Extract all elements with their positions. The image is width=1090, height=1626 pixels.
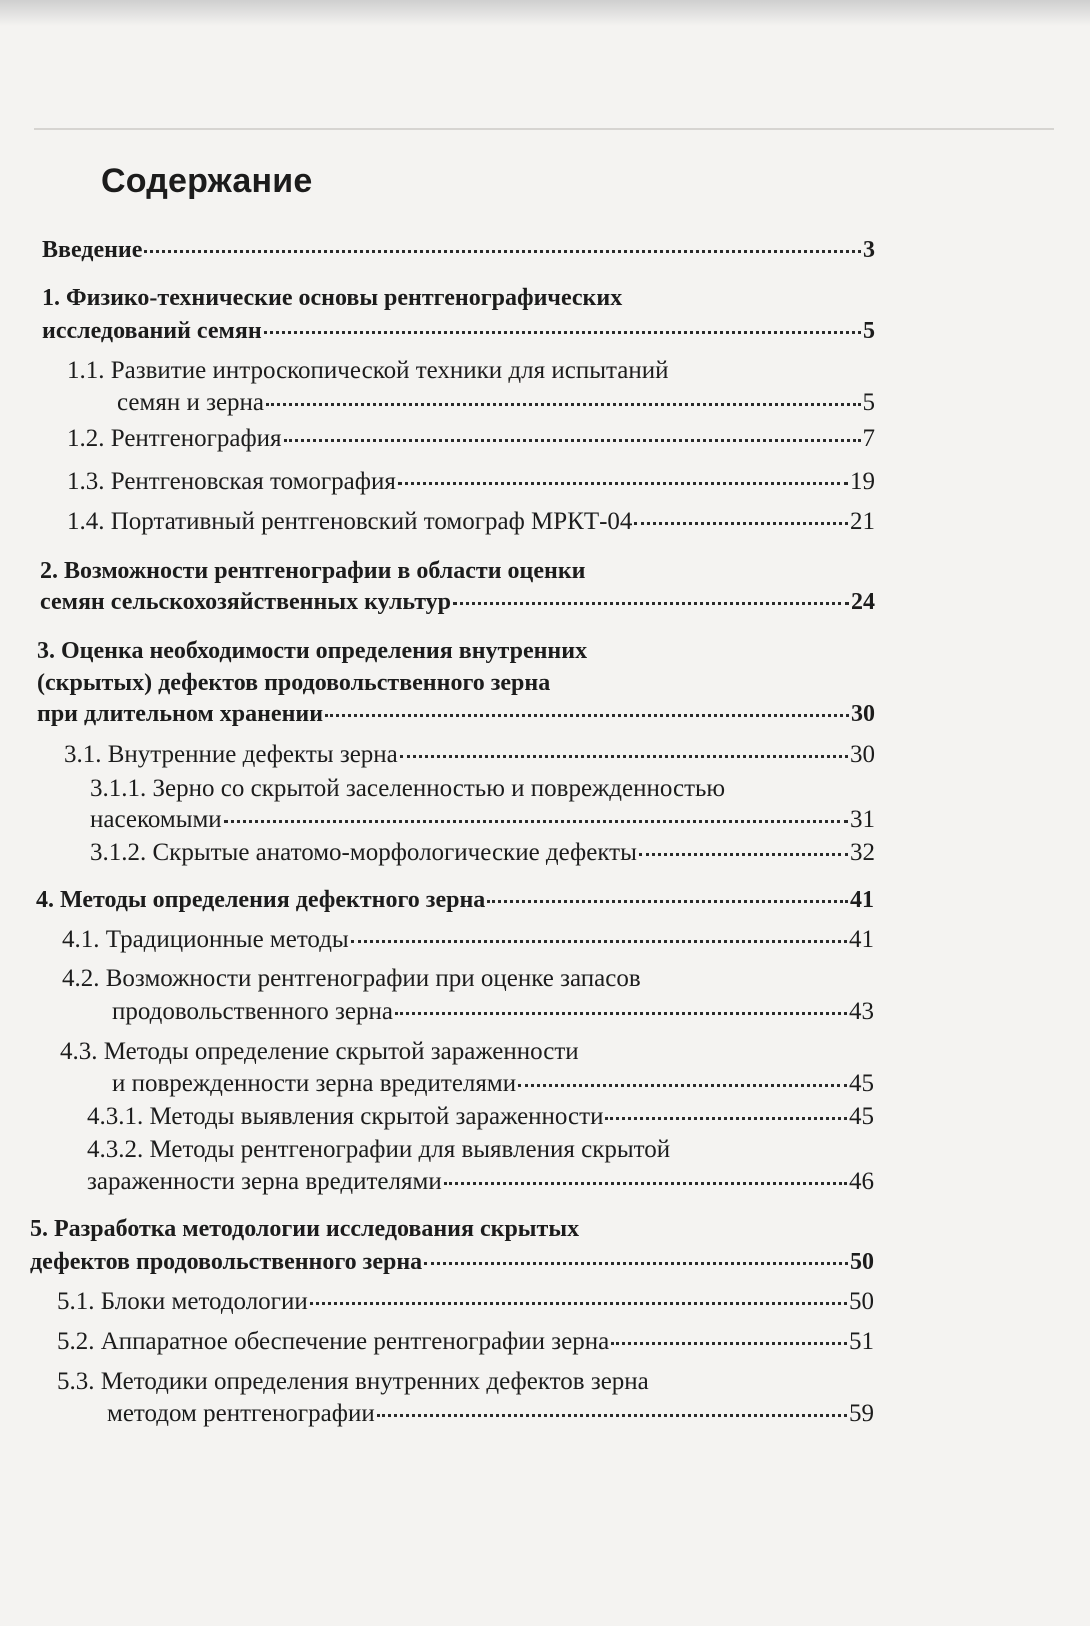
toc-entry-title: 1.4. Портативный рентгеновский томограф МРКТ-04: [67, 507, 633, 535]
toc-entry-line: [60, 1039, 579, 1064]
toc-entry-title: 1.1. Развитие интроскопической техники для испытаний: [67, 356, 669, 384]
toc-entry-line: [62, 927, 874, 952]
toc-entry-title: при длительном хранении: [37, 701, 324, 728]
toc-page-number: 24: [851, 589, 875, 616]
dot-leader: [264, 331, 861, 334]
toc-entry-line: [37, 639, 587, 663]
toc-page-number: 30: [851, 701, 875, 728]
toc-page-number: 41: [850, 887, 874, 914]
toc-entry-line: [87, 1169, 874, 1194]
toc-entry-title: исследований семян: [42, 318, 262, 345]
toc-entry-title: зараженности зерна вредителями: [87, 1167, 442, 1195]
toc-entry-line: [67, 469, 875, 494]
toc-entry-line: [36, 888, 874, 912]
toc-page-number: 50: [849, 1287, 874, 1315]
toc-entry-line: [67, 509, 875, 534]
toc-entry-line: [57, 1369, 649, 1394]
dot-leader: [398, 482, 848, 485]
toc-entry-title: 5.2. Аппаратное обеспечение рентгенографии зерна: [57, 1327, 610, 1355]
toc-entry-title: методом рентгенографии: [107, 1399, 375, 1427]
toc-entry-line: [90, 807, 875, 832]
dot-leader: [377, 1414, 847, 1417]
toc-entry-title: 1.2. Рентгенография: [67, 424, 282, 452]
toc-entry-line: [40, 559, 586, 583]
toc-entry-title: 4. Методы определения дефектного зерна: [36, 887, 486, 914]
toc-entry-title: продовольственного зерна: [112, 997, 393, 1025]
toc-entry-title: семян и зерна: [117, 388, 265, 416]
toc-entry-title: 4.3.2. Методы рентгенографии для выявления скрытой: [87, 1135, 671, 1163]
toc-entry-line: [62, 966, 641, 991]
toc-entry-line: [107, 1401, 874, 1426]
toc-entry-title: 3.1.2. Скрытые анатомо-морфологические дефекты: [90, 838, 637, 866]
toc-entry-title: 5.3. Методики определения внутренних дефектов зерна: [57, 1367, 649, 1395]
toc-page-number: 59: [849, 1399, 874, 1427]
dot-leader: [395, 1012, 847, 1015]
toc-entry-title: дефектов продовольственного зерна: [30, 1249, 423, 1276]
toc-entry-line: [57, 1289, 874, 1314]
toc-page-number: 32: [850, 838, 875, 866]
toc-page-number: 31: [850, 805, 875, 833]
toc-entry-title: 4.3. Методы определение скрытой зараженности: [60, 1037, 579, 1065]
dot-leader: [453, 602, 849, 605]
dot-leader: [325, 714, 849, 717]
dot-leader: [634, 522, 848, 525]
toc-page-number: 21: [850, 507, 875, 535]
toc-entry-title: 5. Разработка методологии исследования скрытых: [30, 1216, 580, 1243]
toc-entry-title: 3.1.1. Зерно со скрытой заселенностью и поврежденностью: [90, 774, 726, 802]
toc-page-number: 5: [863, 318, 875, 345]
toc-entry-line: [67, 426, 875, 451]
toc-entry-line: [90, 840, 875, 865]
dot-leader: [284, 439, 861, 442]
dot-leader: [487, 900, 848, 903]
toc-page-number: 51: [849, 1327, 874, 1355]
toc-entry-line: [42, 238, 875, 262]
toc-page-number: 43: [849, 997, 874, 1025]
toc-entry-title: 3.1. Внутренние дефекты зерна: [64, 740, 398, 768]
toc-entry-line: [37, 702, 875, 726]
toc-entry-title: (скрытых) дефектов продовольственного зерна: [37, 670, 551, 697]
dot-leader: [144, 250, 861, 253]
toc-entry-line: [64, 742, 875, 767]
toc-entry-line: [117, 390, 875, 415]
toc-page-number: 19: [850, 467, 875, 495]
toc-entry-title: Введение: [42, 237, 143, 264]
toc-entry-title: 4.3.1. Методы выявления скрытой зараженности: [87, 1102, 604, 1130]
toc-page-number: 46: [849, 1167, 874, 1195]
toc-page-number: 3: [863, 237, 875, 264]
toc-entry-title: 2. Возможности рентгенографии в области оценки: [40, 558, 586, 585]
toc-entry-line: [112, 999, 874, 1024]
toc-entry-title: 4.2. Возможности рентгенографии при оценке запасов: [62, 964, 641, 992]
toc-entry-title: семян сельскохозяйственных культур: [40, 589, 452, 616]
dot-leader: [266, 403, 860, 406]
toc-page-number: 45: [849, 1102, 874, 1130]
toc-entry-line: [87, 1104, 874, 1129]
toc-entry-title: 3. Оценка необходимости определения внутренних: [37, 638, 588, 665]
toc-entry-line: [37, 671, 550, 695]
dot-leader: [518, 1084, 847, 1087]
dot-leader: [639, 853, 848, 856]
page-title: Содержание: [101, 162, 313, 200]
dot-leader: [224, 820, 848, 823]
toc-entry-line: [42, 286, 622, 310]
toc-entry-line: [57, 1329, 874, 1354]
toc-page-number: 45: [849, 1069, 874, 1097]
toc-entry-title: 4.1. Традиционные методы: [62, 925, 349, 953]
toc-entry-line: [30, 1250, 874, 1274]
toc-entry-line: [30, 1217, 579, 1241]
toc-page-number: 41: [849, 925, 874, 953]
toc-page-number: 5: [862, 388, 875, 416]
toc-page-number: 30: [850, 740, 875, 768]
dot-leader: [611, 1342, 847, 1345]
toc-entry-title: 1.3. Рентгеновская томография: [67, 467, 396, 495]
toc-entry-title: 5.1. Блоки методологии: [57, 1287, 308, 1315]
toc-entry-title: насекомыми: [90, 805, 222, 833]
toc-entry-title: и поврежденности зерна вредителями: [112, 1069, 517, 1097]
dot-leader: [444, 1182, 847, 1185]
toc-entry-line: [90, 776, 725, 801]
toc-entry-title: 1. Физико-технические основы рентгенографических: [42, 285, 623, 312]
dot-leader: [310, 1302, 847, 1305]
toc-page-number: 7: [862, 424, 875, 452]
dot-leader: [351, 940, 847, 943]
toc-entry-line: [67, 358, 668, 383]
toc-entry-line: [112, 1071, 874, 1096]
toc-entry-line: [40, 590, 875, 614]
dot-leader: [424, 1262, 848, 1265]
toc-entry-line: [87, 1137, 670, 1162]
toc-page-number: 50: [850, 1249, 874, 1276]
dot-leader: [400, 755, 848, 758]
dot-leader: [605, 1117, 847, 1120]
toc-entry-line: [42, 319, 875, 343]
